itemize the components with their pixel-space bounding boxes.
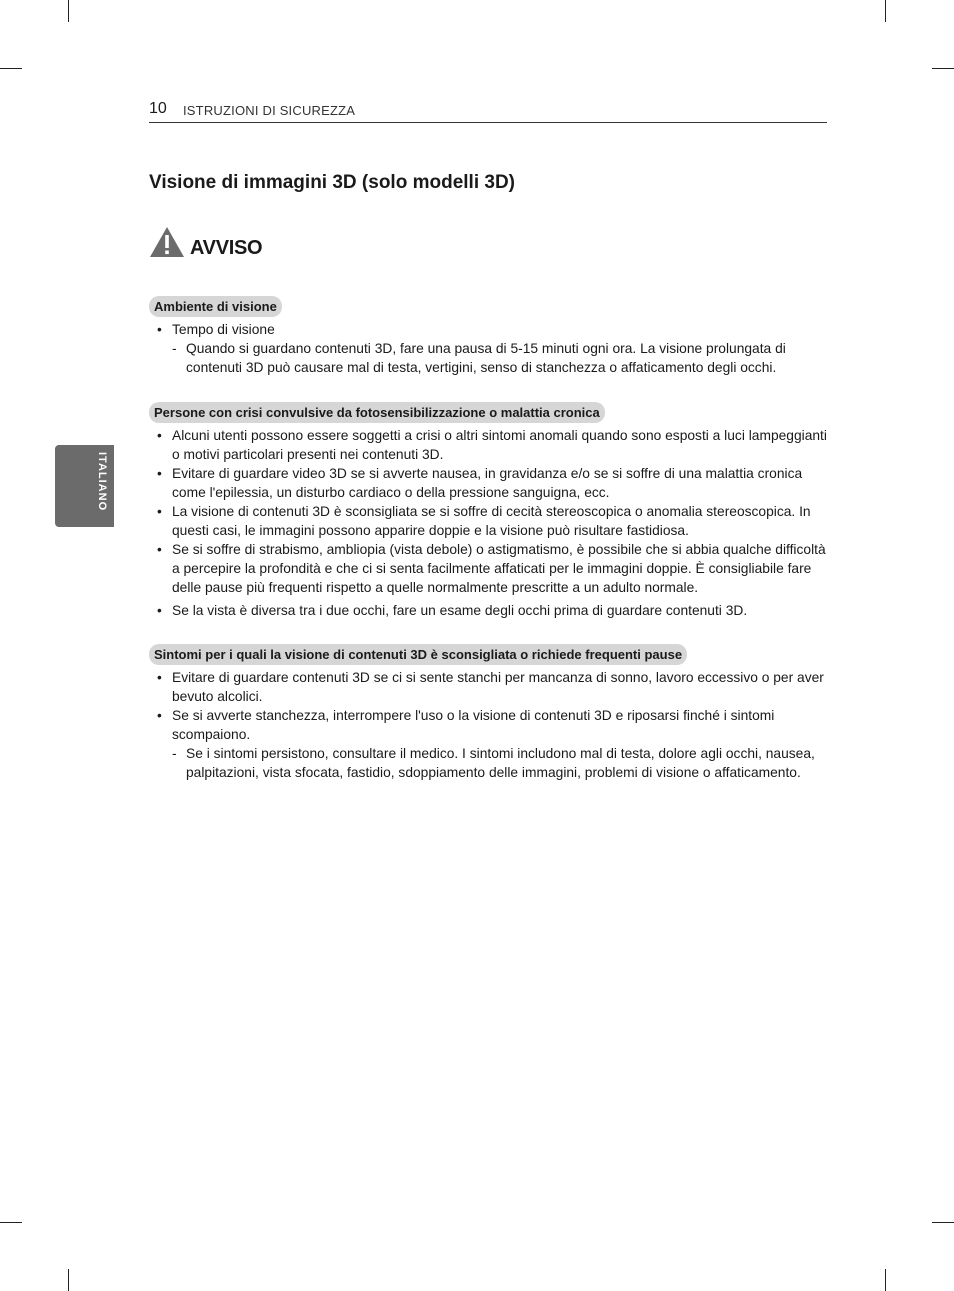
bullet-icon: •: [157, 603, 162, 618]
list-item: [149, 706, 829, 782]
list-item: [149, 320, 829, 377]
list-item-text: Se si avverte stanchezza, interrompere l'uso o la visione di contenuti 3D e riposarsi finché i sintomi scompaiono.: [172, 708, 775, 742]
crop-mark: [0, 1222, 22, 1223]
list-item-text: Alcuni utenti possono essere soggetti a crisi o altri sintomi anomali quando sono esposti a luci lampeggianti o motivi particolari presenti nei contenuti 3D.: [172, 428, 827, 462]
crop-mark: [932, 1222, 954, 1223]
list-item-text: Evitare di guardare contenuti 3D se ci si sente stanchi per mancanza di sonno, lavoro eccessivo o per aver bevuto alcolici.: [172, 670, 824, 704]
list-item: [149, 601, 829, 620]
section-viewing-environment: [149, 296, 829, 377]
running-head: ISTRUZIONI DI SICUREZZA: [183, 103, 356, 118]
warning-label: AVVISO: [190, 237, 263, 259]
list-item: [149, 668, 829, 706]
page-number: 10: [149, 100, 167, 117]
list-item: [149, 540, 829, 597]
sub-item-text: Quando si guardano contenuti 3D, fare una pausa di 5-15 minuti ogni ora. La visione prolungata di contenuti 3D può causare mal di testa, vertigini, senso di stanchezza o affaticamento degli occhi.: [186, 341, 786, 375]
warning-triangle-icon: [149, 226, 185, 258]
bullet-icon: •: [157, 542, 162, 557]
bullet-icon: •: [157, 504, 162, 519]
dash-icon: -: [172, 746, 177, 761]
section-heading: Sintomi per i quali la visione di contenuti 3D è sconsigliata o richiede frequenti pause: [149, 644, 687, 665]
list-item-text: La visione di contenuti 3D è sconsigliata se si soffre di cecità stereoscopica o anomalia stereoscopica. In questi casi, le immagini possono apparire doppie e la visione può risultare fastidiosa.: [172, 504, 811, 538]
section-symptoms: [149, 644, 829, 782]
crop-mark: [885, 1269, 886, 1291]
list-item-text: Evitare di guardare video 3D se si avverte nausea, in gravidanza e/o se si soffre di una malattia cronica come l'epilessia, un disturbo cardiaco o della pressione sanguigna, ecc.: [172, 466, 803, 500]
crop-mark: [68, 1269, 69, 1291]
section-photosensitive-seizures: [149, 402, 829, 620]
crop-mark: [932, 68, 954, 69]
bullet-icon: •: [157, 322, 162, 337]
list-item: [149, 426, 829, 464]
sub-item-text: Se i sintomi persistono, consultare il medico. I sintomi includono mal di testa, dolore agli occhi, nausea, palpitazioni, vista sfocata, fastidio, sdoppiamento delle immagini, problemi di visione o affaticamento.: [186, 746, 815, 780]
crop-mark: [885, 0, 886, 22]
crop-mark: [0, 68, 22, 69]
sub-item: [172, 339, 829, 377]
bullet-icon: •: [157, 428, 162, 443]
page-header: [149, 100, 827, 123]
dash-icon: -: [172, 341, 177, 356]
list-item: [149, 502, 829, 540]
bullet-icon: •: [157, 670, 162, 685]
language-tab-label: ITALIANO: [96, 452, 108, 512]
bullet-list: [149, 426, 829, 620]
page-title: Visione di immagini 3D (solo modelli 3D): [149, 172, 515, 193]
crop-mark: [68, 0, 69, 22]
list-item-text: Se si soffre di strabismo, ambliopia (vista debole) o astigmatismo, è possibile che si abbia qualche difficoltà a percepire la profondità e che ci si senta facilmente affaticati per le immagini doppie. È consigliabile fare delle pause più frequenti rispetto a quelle normalmente prescritte a un adulto normale.: [172, 542, 826, 595]
bullet-icon: •: [157, 708, 162, 723]
sub-item: [172, 744, 829, 782]
bullet-icon: •: [157, 466, 162, 481]
section-heading: Ambiente di visione: [149, 296, 282, 317]
bullet-list: [149, 668, 829, 782]
list-item-text: Tempo di visione: [172, 322, 275, 337]
section-heading: Persone con crisi convulsive da fotosensibilizzazione o malattia cronica: [149, 402, 605, 423]
bullet-list: [149, 320, 829, 377]
list-item-text: Se la vista è diversa tra i due occhi, fare un esame degli occhi prima di guardare contenuti 3D.: [172, 603, 748, 618]
list-item: [149, 464, 829, 502]
